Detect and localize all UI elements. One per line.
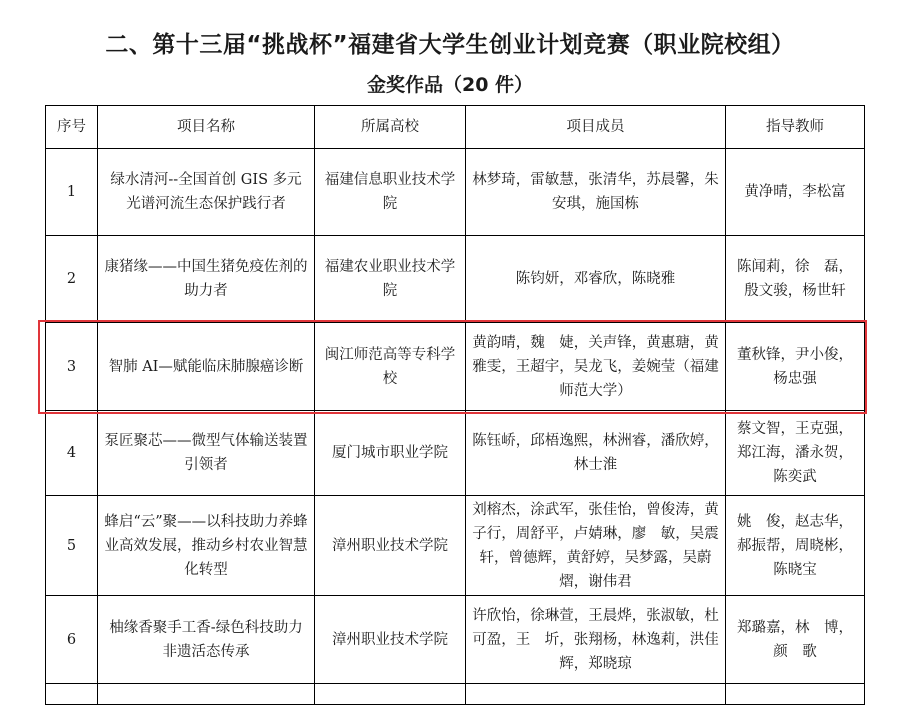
cell-empty: [98, 684, 315, 705]
cell-teachers: 董秋锋，尹小俊，杨忠强: [726, 323, 865, 411]
header-members: 项目成员: [466, 106, 726, 149]
row-highlight-box: [38, 320, 867, 414]
cell-school: 闽江师范高等专科学校: [315, 323, 466, 411]
cell-empty: [726, 684, 865, 705]
header-no: 序号: [46, 106, 98, 149]
header-teachers: 指导教师: [726, 106, 865, 149]
cell-project: 蜂启“云”聚——以科技助力养蜂业高效发展，推动乡村农业智慧化转型: [98, 496, 315, 596]
cell-no: 5: [46, 496, 98, 596]
cell-project: 柚缘香聚手工香-绿色科技助力非遗活态传承: [98, 596, 315, 684]
table-row: [46, 496, 865, 596]
cell-teachers: 蔡文智，王克强，郑江海，潘永贺，陈奕武: [726, 411, 865, 496]
cell-no: 6: [46, 596, 98, 684]
cell-empty: [315, 684, 466, 705]
cell-members: 林梦琦，雷敏慧，张清华，苏晨馨，朱安琪，施国栋: [466, 149, 726, 236]
header-project: 项目名称: [98, 106, 315, 149]
cell-teachers: 郑璐嘉，林 博，颜 歌: [726, 596, 865, 684]
cell-school: 福建信息职业技术学院: [315, 149, 466, 236]
cell-project: 康猪缘——中国生猪免疫佐剂的助力者: [98, 236, 315, 323]
table-row-partial: [46, 684, 865, 705]
cell-members: 陈钧妍，邓睿欣，陈晓雅: [466, 236, 726, 323]
cell-teachers: 姚 俊，赵志华，郝振帮，周晓彬，陈晓宝: [726, 496, 865, 596]
cell-empty: [46, 684, 98, 705]
cell-no: 3: [46, 323, 98, 411]
cell-school: 漳州职业技术学院: [315, 496, 466, 596]
cell-members: 陈钰峤，邱梧逸熙，林洲睿，潘欣婷，林士淮: [466, 411, 726, 496]
cell-members: 黄韵晴，魏 婕，关声锋，黄惠瑭，黄雅雯，王超宇，吴龙飞，姜婉莹（福建师范大学）: [466, 323, 726, 411]
cell-school: 漳州职业技术学院: [315, 596, 466, 684]
section-subtitle: 金奖作品（20 件）: [366, 74, 534, 96]
table-row: [46, 596, 865, 684]
cell-empty: [466, 684, 726, 705]
cell-members: 许欣怡，徐琳萱，王晨烨，张淑敏，杜可盈，王 圻，张翔杨，林逸莉，洪佳辉，郑晓琼: [466, 596, 726, 684]
cell-school: 厦门城市职业学院: [315, 411, 466, 496]
header-school: 所属高校: [315, 106, 466, 149]
cell-members: 刘榕杰，涂武军，张佳怡，曾俊涛，黄子行，周舒平，卢婧琳，廖 敏，吴震轩，曾德辉，黄舒婷，吴梦露，吴蔚熠，谢伟君: [466, 496, 726, 596]
cell-project: 绿水清河--全国首创 GIS 多元光谱河流生态保护践行者: [98, 149, 315, 236]
table-row: [46, 149, 865, 236]
cell-teachers: 陈闻莉，徐 磊，殷文骏，杨世轩: [726, 236, 865, 323]
table-header-row: [46, 106, 865, 149]
cell-project: 泵匠聚芯——微型气体输送装置引领者: [98, 411, 315, 496]
cell-no: 2: [46, 236, 98, 323]
cell-project: 智肺 AI—赋能临床肺腺癌诊断: [98, 323, 315, 411]
document-title: 二、第十三届“挑战杯”福建省大学生创业计划竞赛（职业院校组）: [105, 32, 795, 58]
cell-no: 4: [46, 411, 98, 496]
cell-school: 福建农业职业技术学院: [315, 236, 466, 323]
cell-no: 1: [46, 149, 98, 236]
table-row: [46, 411, 865, 496]
cell-teachers: 黄净晴，李松富: [726, 149, 865, 236]
table-row: [46, 236, 865, 323]
